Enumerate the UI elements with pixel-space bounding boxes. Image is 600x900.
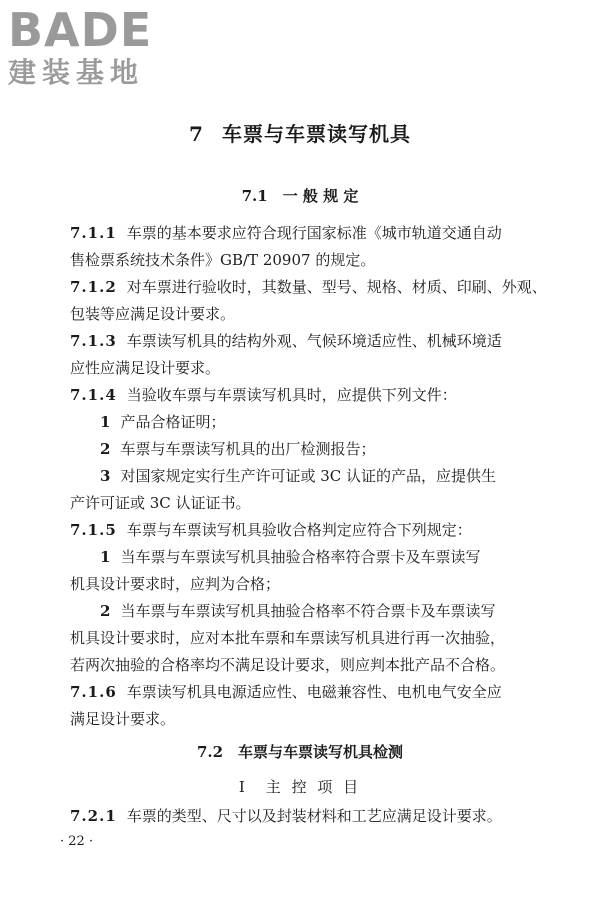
item-number: 1 xyxy=(100,413,111,431)
clause-number: 7.1.6 xyxy=(70,683,117,701)
clause-7-1-3 xyxy=(70,330,550,352)
clause-7-1-1-cont: 售检票系统技术条件》GB/T 20907 的规定。 xyxy=(70,251,376,269)
chapter-name: 车票与车票读写机具 xyxy=(221,122,411,146)
list-item-2-cont-2: 若两次抽验的合格率均不满足设计要求，则应判本批产品不合格。 xyxy=(70,656,506,674)
chapter-title xyxy=(0,118,600,147)
clause-number: 7.2.1 xyxy=(70,807,117,825)
list-item-1 xyxy=(100,546,550,568)
clause-7-1-4 xyxy=(70,384,550,406)
clause-7-1-6 xyxy=(70,681,550,703)
list-item-1 xyxy=(100,411,550,433)
item-number: 3 xyxy=(100,467,111,485)
item-text: 产品合格证明； xyxy=(120,413,226,431)
clause-number: 7.1.3 xyxy=(70,332,117,350)
item-number: 2 xyxy=(100,440,111,458)
clause-7-2-1 xyxy=(70,805,550,827)
clause-text: 车票的基本要求应符合现行国家标准《城市轨道交通自动 xyxy=(126,224,502,242)
clause-number: 7.1.4 xyxy=(70,386,117,404)
clause-number: 7.1.2 xyxy=(70,278,117,296)
clause-7-1-3-cont: 应性应满足设计要求。 xyxy=(70,359,221,377)
list-item-3-cont: 产许可证或 3C 认证证书。 xyxy=(70,494,251,512)
item-number: 2 xyxy=(100,602,111,620)
item-text: 车票与车票读写机具的出厂检测报告； xyxy=(120,440,376,458)
item-text: 当车票与车票读写机具抽验合格率符合票卡及车票读写 xyxy=(120,548,481,566)
item-number: 1 xyxy=(100,548,111,566)
bade-logo xyxy=(8,4,178,90)
clause-text: 车票的类型、尺寸以及封装材料和工艺应满足设计要求。 xyxy=(126,807,502,825)
clause-text: 车票读写机具电源适应性、电磁兼容性、电机电气安全应 xyxy=(126,683,502,701)
logo-subtitle: 建装基地 xyxy=(8,56,145,89)
section-title-7-1: 7.1 一 般 规 定 xyxy=(241,187,359,205)
chapter-number: 7 xyxy=(189,122,204,146)
clause-text: 对车票进行验收时，其数量、型号、规格、材质、印刷、外观、 xyxy=(126,278,547,296)
list-item-3 xyxy=(100,465,550,487)
list-item-1-cont: 机具设计要求时，应判为合格； xyxy=(70,575,281,593)
clause-number: 7.1.1 xyxy=(70,224,117,242)
section-title-7-2: 7.2 车票与车票读写机具检测 xyxy=(196,743,404,761)
list-item-2 xyxy=(100,438,550,460)
item-text: 对国家规定实行生产许可证或 3C 认证的产品，应提供生 xyxy=(120,467,496,485)
clause-number: 7.1.5 xyxy=(70,521,117,539)
list-item-2-cont: 机具设计要求时，应对本批车票和车票读写机具进行再一次抽验， xyxy=(70,629,506,647)
list-item-2 xyxy=(100,600,550,622)
clause-text: 当验收车票与车票读写机具时，应提供下列文件： xyxy=(126,386,457,404)
logo-wordmark: BADE xyxy=(8,3,153,57)
clause-7-1-6-cont: 满足设计要求。 xyxy=(70,710,176,728)
clause-7-1-1 xyxy=(70,222,550,244)
clause-text: 车票与车票读写机具验收合格判定应符合下列规定： xyxy=(126,521,472,539)
clause-7-1-2 xyxy=(70,276,550,298)
clause-7-1-2-cont: 包装等应满足设计要求。 xyxy=(70,305,236,323)
clause-text: 车票读写机具的结构外观、气候环境适应性、机械环境适 xyxy=(126,332,502,350)
subsection-title: Ⅰ 主 控 项 目 xyxy=(238,778,362,796)
clause-7-1-5 xyxy=(70,519,550,541)
item-text: 当车票与车票读写机具抽验合格率不符合票卡及车票读写 xyxy=(120,602,496,620)
page-number: · 22 · xyxy=(60,834,94,849)
